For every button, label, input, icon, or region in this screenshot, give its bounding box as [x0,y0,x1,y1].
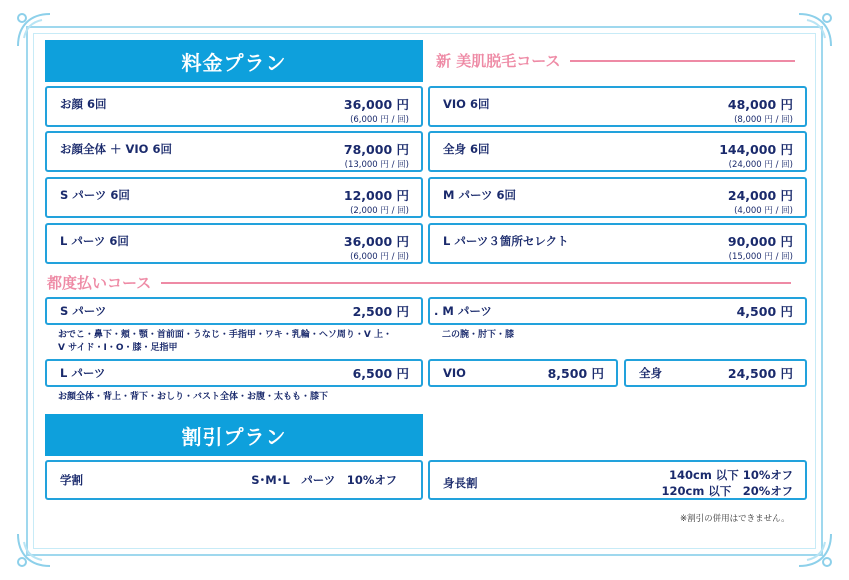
plan-unit-price: (13,000 円 / 回) [344,160,409,170]
plan-price: 78,000 円 [343,142,409,157]
m-parts-price: 4,500 円 [736,304,793,319]
plan-name: L パーツ３箇所セレクト [443,234,569,248]
plan-card [45,177,423,218]
plan-card [428,177,807,218]
plan-price: 144,000 円 [719,142,793,157]
plan-name: S パーツ 6回 [60,188,130,202]
plan-card [45,86,423,127]
corner-ornament-icon [12,528,56,572]
s-parts-note-line1: おでこ・鼻下・頬・顎・首前面・うなじ・手指甲・ワキ・乳輪・ヘソ周り・V 上・ [58,330,393,340]
plan-unit-price: (6,000 円 / 回) [350,115,409,125]
plan-name: お顔全体 ＋ VIO 6回 [60,142,172,156]
plan-price: 48,000 円 [727,97,793,112]
plan-price: 24,000 円 [727,188,793,203]
plan-card [428,223,807,264]
corner-ornament-icon [793,8,837,52]
plan-name: 全身 6回 [443,142,490,156]
height-discount-name: 身長割 [443,476,478,490]
plan-card [45,223,423,264]
plan-unit-price: (15,000 円 / 回) [728,252,793,262]
discount-plan-title: 割引プラン [181,424,287,449]
price-plan-banner [45,40,423,82]
vio-price: 8,500 円 [547,366,604,381]
plan-unit-price: (4,000 円 / 回) [734,206,793,216]
discount-plan-banner [45,414,423,456]
plan-unit-price: (8,000 円 / 回) [734,115,793,125]
s-parts-note-line2: V サイド・I・O・膝・足指甲 [58,343,178,353]
plan-unit-price: (24,000 円 / 回) [728,160,793,170]
plan-name: L パーツ 6回 [60,234,129,248]
m-parts-card [428,297,807,325]
height-discount-line1: 140cm 以下 10%オフ [669,468,793,482]
l-parts-name: L パーツ [60,366,106,380]
l-parts-price: 6,500 円 [352,366,409,381]
s-parts-card [45,297,423,325]
plan-card [45,131,423,172]
new-course-heading [436,50,795,71]
plan-name: VIO 6回 [443,97,490,111]
s-parts-note [58,329,392,355]
new-course-title: 新 美肌脱毛コース [436,52,561,70]
m-parts-name: . M パーツ [434,304,492,318]
plan-unit-price: (6,000 円 / 回) [350,252,409,262]
plan-card [428,86,807,127]
student-discount-card [45,460,423,500]
heading-divider [570,60,795,62]
height-discount-card [428,460,807,500]
full-body-card [624,359,807,387]
l-parts-note: お顔全体・背上・背下・おしり・バスト全体・お腹・太もも・膝下 [58,392,329,402]
plan-name: M パーツ 6回 [443,188,516,202]
pay-per-visit-title: 都度払いコース [47,274,152,292]
plan-price: 90,000 円 [727,234,793,249]
height-discount-line2: 120cm 以下 20%オフ [661,484,793,498]
s-parts-name: S パーツ [60,304,107,318]
footnote: ※割引の併用はできません。 [680,514,790,524]
full-body-name: 全身 [639,366,662,380]
vio-name: VIO [443,366,466,380]
student-discount-detail: S･M･L パーツ 10%オフ [251,473,397,487]
student-discount-name: 学割 [60,473,83,487]
l-parts-card [45,359,423,387]
pay-per-visit-heading [47,272,791,293]
plan-price: 12,000 円 [343,188,409,203]
corner-ornament-icon [793,528,837,572]
price-plan-title: 料金プラン [181,50,287,75]
plan-price: 36,000 円 [343,234,409,249]
s-parts-price: 2,500 円 [352,304,409,319]
m-parts-note: 二の腕・肘下・膝 [442,330,515,340]
plan-price: 36,000 円 [343,97,409,112]
heading-divider [161,282,791,284]
plan-name: お顔 6回 [60,97,107,111]
plan-card [428,131,807,172]
full-body-price: 24,500 円 [727,366,793,381]
plan-unit-price: (2,000 円 / 回) [350,206,409,216]
vio-card [428,359,618,387]
